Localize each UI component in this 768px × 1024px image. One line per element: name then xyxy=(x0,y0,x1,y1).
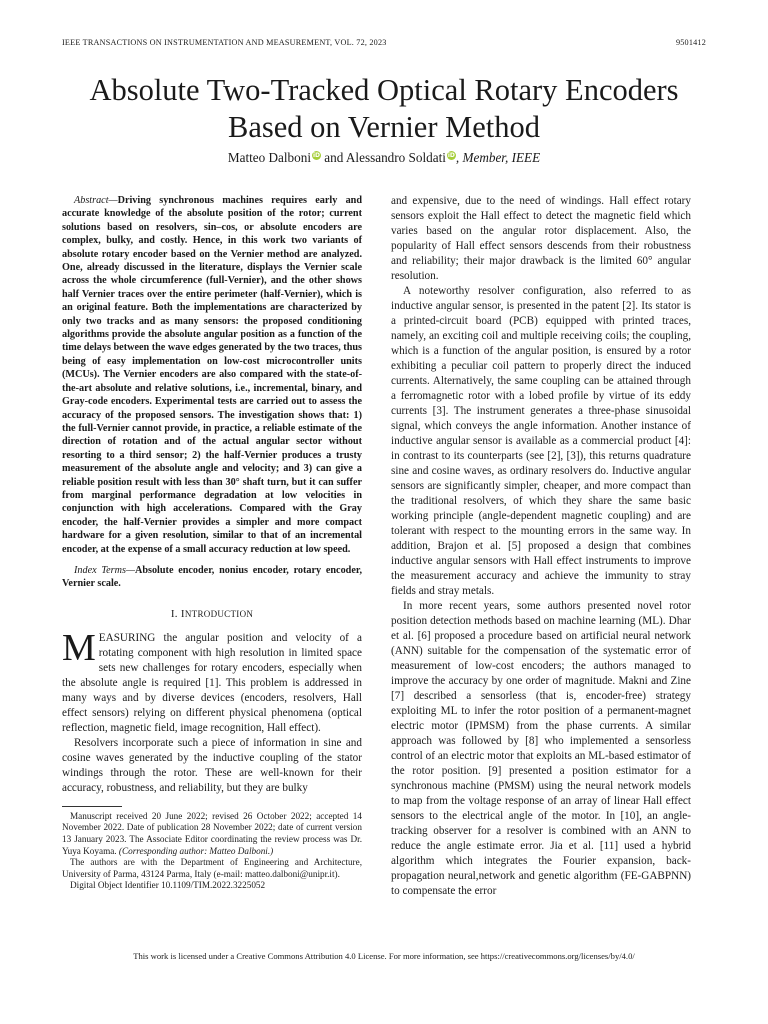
license-notice: This work is licensed under a Creative Commons Attribution 4.0 License. For more information, see https://creativecommons.org/licenses/by/4.0/ xyxy=(133,951,635,961)
article-number: 9501412 xyxy=(675,38,706,47)
author-list xyxy=(60,149,708,167)
section-heading-introduction xyxy=(62,607,362,622)
section-title-rest: NTRODUCTION xyxy=(184,608,254,619)
left-column xyxy=(62,194,362,892)
abstract xyxy=(62,194,362,556)
corresponding-author: (Corresponding author: Matteo Dalboni.) xyxy=(118,845,274,856)
title-line-1: Absolute Two-Tracked Optical Rotary Encoders xyxy=(89,73,679,107)
footnote-manuscript xyxy=(62,811,362,857)
index-terms xyxy=(62,564,362,591)
footnote-divider xyxy=(62,806,122,807)
abstract-text: Driving synchronous machines requires early and accurate knowledge of the absolute position of the rotor; current solutions based on resolvers, sin–cos, or absolute encoders are complex, bulky, and costly. Hence, in this work two variants of absolute rotary encoder based on the Vernier method are analyzed. One, already discussed in the literature, displays the Vernier scale across the whole circumference (full-Vernier), and the other shows half Vernier traces over the entire perimeter (half-Vernier), which is an original feature. Both the implementations are characterized by only two tracks and as many sensors: the proposed conditioning algorithms provide the absolute angular position as a function of the time delays between the wave edges generated by the two traces, thus being of easy implementation on low-cost microcontroller units (MCUs). The Vernier encoders are also compared with the state-of-the-art absolute and relative solutions, i.e., incremental, binary, and Gray-code encoders. Experimental tests are carried out to assess the accuracy of the proposed sensors. The investigation shows that: 1) the full-Vernier cannot provide, in practice, a reliable estimate of the direction of rotation and of the actual angular sector without resorting to a third sensor; 2) the half-Vernier produces a trusty measurement of the absolute angle and velocity; and 3) can give a reliable position result with less than 30° shaft turn, but it can suffer from marginal performance degradation at low velocities in conjunction with high accelerations. Compared with the Gray encoder, the half-Vernier provides a simpler and more compact hardware for a given resolution, similar to that of an incremental encoder, at the expense of a small accuracy reduction at low speed. xyxy=(62,195,362,555)
intro-paragraph-1 xyxy=(62,626,362,736)
footnote-manuscript-text: Manuscript received 20 June 2022; revised 26 October 2022; accepted 14 November 2022. Date of publication 28 November 2022; date of current version 13 January 2023. The Associate Editor coordinating the review process was Dr. Yuya Koyama. xyxy=(62,810,362,856)
section-title-first: I xyxy=(180,607,185,620)
first-word-rest: EASURING xyxy=(98,631,156,644)
running-header xyxy=(62,38,706,50)
intro-p1-text: the angular position and velocity of a rotating component with high resolution in limited space sets new challenges for rotary encoders, especially when the absolute angle is required [1]. This problem is addressed in many ways and by diverse devices (encoders, resolvers, Hall effect sensors) relying on different physical phenomena (optical reflection, magnetic field, image recognition, Hall effect). xyxy=(62,631,362,734)
author-1: Matteo Dalboni xyxy=(227,150,311,165)
index-terms-label: Index Terms— xyxy=(74,564,135,576)
abstract-label: Abstract— xyxy=(74,195,118,206)
orcid-icon[interactable]: iD xyxy=(447,152,455,159)
drop-cap: M xyxy=(62,626,96,669)
right-column xyxy=(391,194,691,899)
author-membership: , Member, IEEE xyxy=(455,150,541,165)
right-paragraph-3: In more recent years, some authors presented novel rotor position detection methods based on machine learning (ML). Dhar et al. [6] proposed a procedure based on artificial neural network (ANN) suitable for the compensation of the systematic error of measurement of low-cost encoders; the authors managed to improve the accuracy by one order of magnitude. Makni and Zine [7] described a sensorless (that is, encoder-free) strategy exploiting ML to infer the rotor position of a permanent-magnet electric motor (IPMSM) from the phase currents. A similar approach was followed by [8] who implemented a sensorless control of an electric motor that exploits an ML-based estimator of the rotor position. [9] presented a position estimator for a synchronous machine (PMSM) using the neural network models to map from the voltage response of an array of linear Hall effect sensors to the electrical angle of the motor. In [10], an angle-tracking observer for a resolver is combined with an ANN to reduce the angle estimate error. Jia et al. [11] used a hybrid algorithm which integrates the Fourier expansion, back-propagation neural,network and genetic algorithm (FE-GABPNN) to compensate the error xyxy=(391,600,691,897)
intro-paragraph-2: Resolvers incorporate such a piece of information in sine and cosine waves generated by the inductive coupling of the stator windings through the rotor. These are well-known for their accuracy, robustness, and reliability, but they are bulky xyxy=(62,736,362,794)
author-2: Alessandro Soldati xyxy=(345,150,446,165)
right-paragraph-2: A noteworthy resolver configuration, also referred to as inductive angular sensor, is presented in the patent [2]. Its stator is a printed-circuit board (PCB) equipped with printed traces, namely, an exciting coil and multiple receiving coils; the coupling, which is a function of the angular position, is ensured by a rotor exhibiting a peculiar coil pattern to properly direct the induced currents. Alternatively, the same coupling can be attained through a ferromagnetic rotor with a lobed profile by virtue of its eddy currents [3]. The instrument generates a three-phase sinusoidal signal, which conveys the angle information. Another instance of inductive angular sensor is available as a commercial product [4]: in contrast to its counterparts (see [2], [3]), this returns quadrature sine and cosine waves, as ordinary resolvers do. Inductive angular sensors are significantly simpler, cheaper, and more compact than the traditional resolvers, of which they share the same basic working principle (angle-dependent magnetic coupling) and are tolerant with respect to the mounting errors in the same way. In addition, Brajon et al. [5] proposed a design that combines inductive angular sensors with Hall effect instruments to improve the measurement accuracy and achieve the immunity to stray fields and stray metals. xyxy=(391,285,691,597)
journal-name: IEEE TRANSACTIONS ON INSTRUMENTATION AND MEASUREMENT, VOL. 72, 2023 xyxy=(62,38,387,47)
author-connector: and xyxy=(321,150,346,165)
section-number: I. xyxy=(170,607,181,620)
right-paragraph-1: and expensive, due to the need of windings. Hall effect rotary sensors exploit the Hall effect to detect the magnetic field which varies based on the angular rotor displacement. Also, the popularity of Hall effect sensors descends from their robustness and reliability; their major drawback is the limited 60° angular resolution. xyxy=(391,195,691,282)
paper-title xyxy=(60,72,708,146)
title-line-2: Based on Vernier Method xyxy=(228,110,540,144)
index-terms-text: Absolute encoder, nonius encoder, rotary encoder, Vernier scale. xyxy=(62,564,362,590)
footnote-doi: Digital Object Identifier 10.1109/TIM.2022.3225052 xyxy=(70,880,266,891)
orcid-icon[interactable]: iD xyxy=(312,152,321,159)
footnote-affiliation: The authors are with the Department of Engineering and Architecture, University of Parma, 43124 Parma, Italy (e-mail: matteo.dalboni@unipr.it). xyxy=(62,857,362,879)
